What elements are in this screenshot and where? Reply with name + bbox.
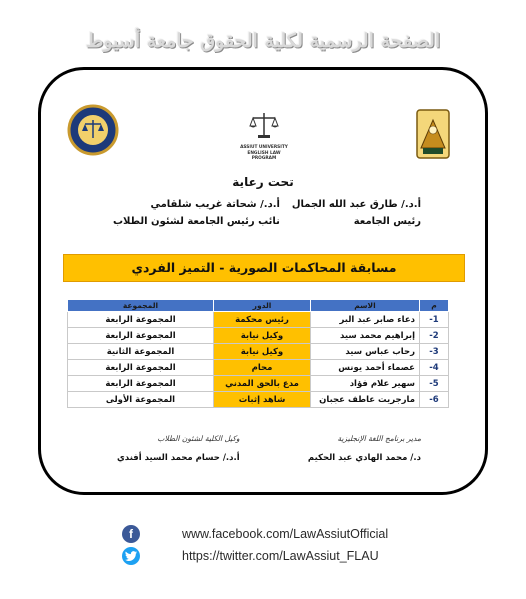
row-role: مدع بالحق المدني <box>214 376 311 392</box>
table-row <box>68 392 449 408</box>
law-faculty-logo <box>67 104 119 156</box>
row-name: عصماء أحمد يونس <box>311 360 420 376</box>
facebook-url[interactable]: www.facebook.com/LawAssiutOfficial <box>182 527 389 541</box>
twitter-icon <box>122 547 140 565</box>
row-name: إبراهيم محمد سيد <box>311 328 420 344</box>
row-num: 5- <box>420 376 449 392</box>
twitter-url[interactable]: https://twitter.com/LawAssiut_FLAU <box>182 549 379 563</box>
under-patronage-heading: تحت رعاية <box>232 175 294 189</box>
english-law-program-logo <box>237 110 291 160</box>
row-num: 4- <box>420 360 449 376</box>
signature-director-title: مدير برنامج اللغة الإنجليزية <box>337 434 421 443</box>
row-group: المجموعة الرابعة <box>68 360 214 376</box>
program-caption-2: ENGLISH LAW PROGRAM <box>247 151 281 161</box>
signature-vice-dean-title: وكيل الكلية لشئون الطلاب <box>157 434 240 443</box>
row-role: رئيس محكمة <box>214 312 311 328</box>
signature-vice-dean-name: أ.د./ حسام محمد السيد أفندي <box>117 453 240 463</box>
row-group: المجموعة الرابعة <box>68 376 214 392</box>
page-title: الصفحة الرسمية لكلية الحقوق جامعة أسيوط <box>85 30 441 52</box>
twitter-link[interactable] <box>122 546 379 566</box>
row-role: وكيل نيابة <box>214 328 311 344</box>
facebook-link[interactable] <box>122 524 388 544</box>
row-name: سهير علام فؤاد <box>311 376 420 392</box>
table-header-row <box>68 300 449 312</box>
row-role: محام <box>214 360 311 376</box>
row-role: وكيل نيابة <box>214 344 311 360</box>
row-name: رحاب عباس سيد <box>311 344 420 360</box>
row-group: المجموعة الثانية <box>68 344 214 360</box>
row-group: المجموعة الرابعة <box>68 328 214 344</box>
certificate-card <box>38 67 488 495</box>
table-row <box>68 360 449 376</box>
sponsor-vice-name: أ.د./ شحاتة غريب شلقامي <box>150 199 280 210</box>
results-table <box>67 299 449 408</box>
row-name: دعاء صابر عبد البر <box>311 312 420 328</box>
row-num: 2- <box>420 328 449 344</box>
table-row <box>68 344 449 360</box>
competition-banner: مسابقة المحاكمات الصورية - التميز الفردي <box>63 254 465 282</box>
table-row <box>68 376 449 392</box>
table-row <box>68 328 449 344</box>
signature-program-director <box>308 434 421 463</box>
row-group: المجموعة الرابعة <box>68 312 214 328</box>
sponsor-president <box>292 196 421 230</box>
program-caption-1: ASSIUT UNIVERSITY <box>240 145 288 150</box>
assiut-university-logo <box>411 108 455 160</box>
header-name: الاسم <box>311 300 420 312</box>
sponsor-vice-president <box>113 196 280 230</box>
sponsor-president-name: أ.د./ طارق عبد الله الجمال <box>291 199 421 210</box>
signature-director-name: د./ محمد الهادي عبد الحكيم <box>307 453 421 463</box>
row-group: المجموعة الأولى <box>68 392 214 408</box>
row-role: شاهد إثبات <box>214 392 311 408</box>
table-row <box>68 312 449 328</box>
facebook-icon: f <box>122 525 140 543</box>
row-num: 6- <box>420 392 449 408</box>
row-num: 1- <box>420 312 449 328</box>
signature-vice-dean <box>117 434 240 463</box>
sponsor-vice-title: نائب رئيس الجامعة لشئون الطلاب <box>113 216 280 227</box>
header-role: الدور <box>214 300 311 312</box>
sponsor-president-title: رئيس الجامعة <box>353 216 421 227</box>
header-group: المجموعة <box>68 300 214 312</box>
row-name: مارجريت عاطف عجبان <box>311 392 420 408</box>
row-num: 3- <box>420 344 449 360</box>
header-num: م <box>420 300 449 312</box>
